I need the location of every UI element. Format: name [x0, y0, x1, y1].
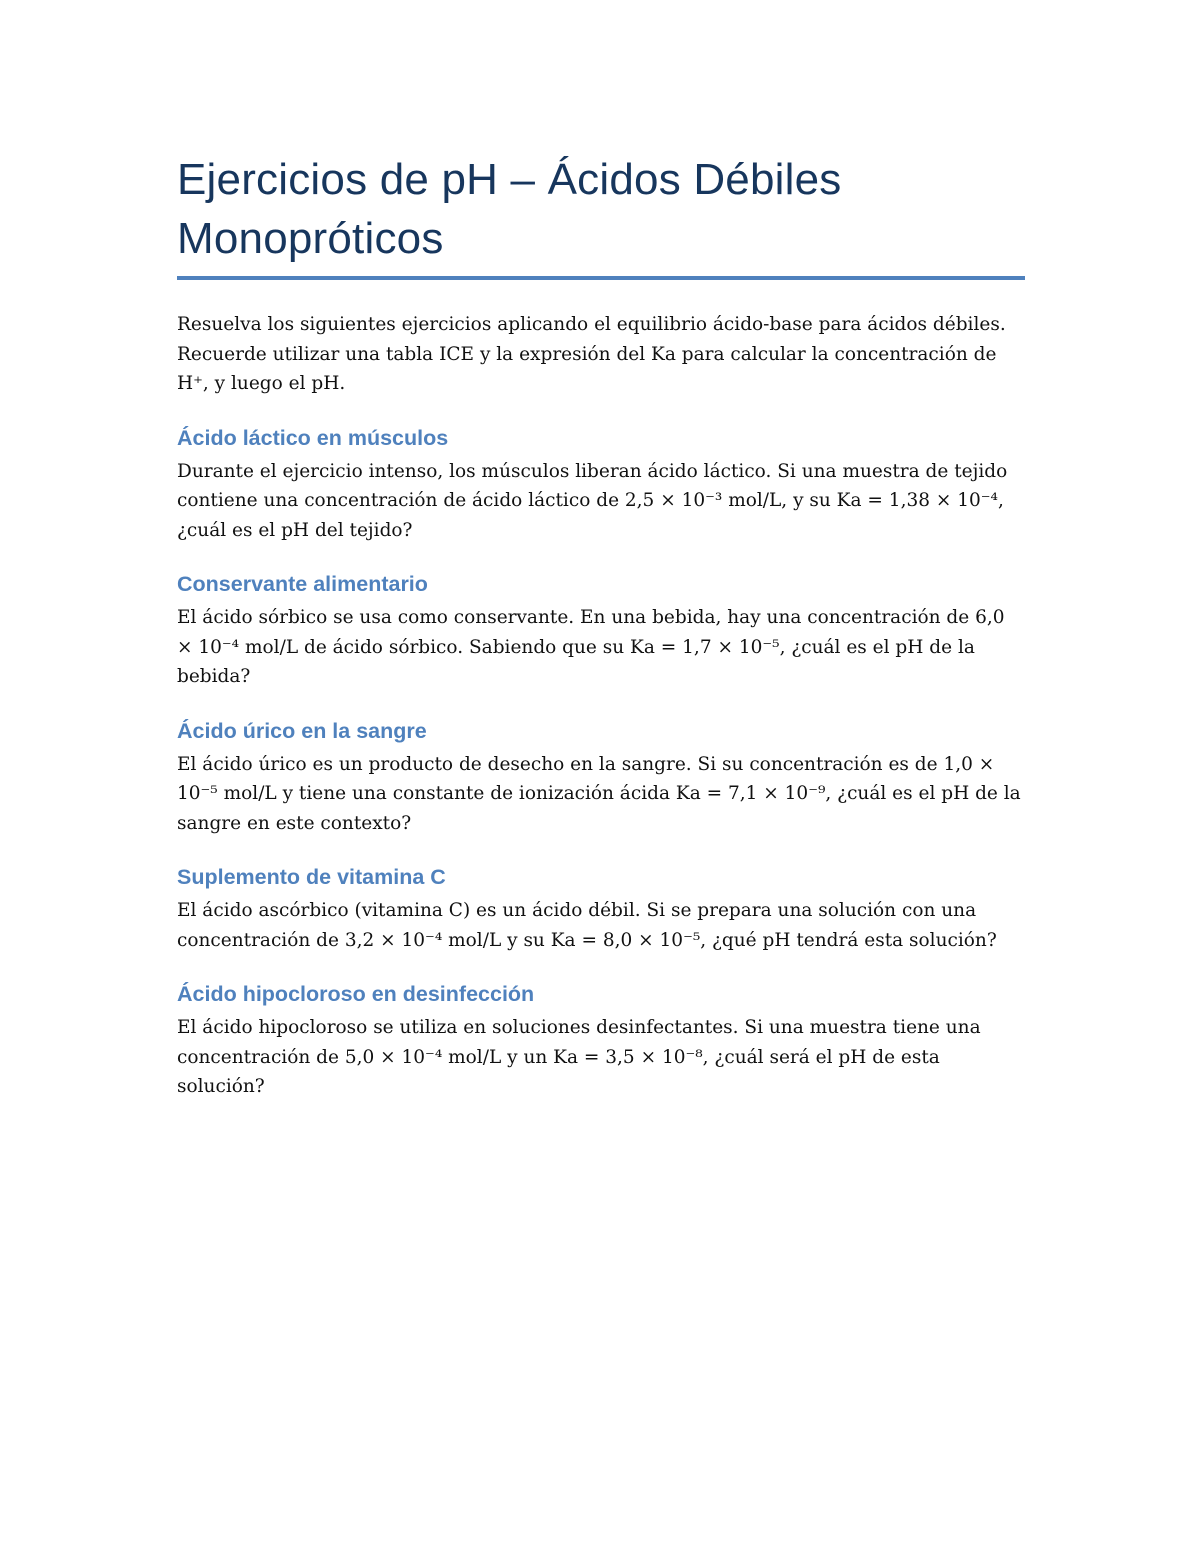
exercise-body: El ácido ascórbico (vitamina C) es un ácido débil. Si se prepara una solución con una concentración de 3,2 × 10⁻⁴ mol/L y su Ka = 8,0 × 10⁻⁵, ¿qué pH tendrá esta solución?	[177, 900, 997, 951]
exercise-body: El ácido hipocloroso se utiliza en soluciones desinfectantes. Si una muestra tiene una concentración de 5,0 × 10⁻⁴ mol/L y un Ka = 3,5 × 10⁻⁸, ¿cuál será el pH de esta solución?	[177, 1017, 981, 1097]
document-title: Ejercicios de pH – Ácidos Débiles Monopróticos	[177, 155, 842, 263]
exercise-heading: Ácido láctico en músculos	[177, 425, 449, 450]
document-content	[177, 150, 1025, 1126]
exercise-body: El ácido sórbico se usa como conservante. En una bebida, hay una concentración de 6,0 × 10⁻⁴ mol/L de ácido sórbico. Sabiendo que su Ka = 1,7 × 10⁻⁵, ¿cuál es el pH de la bebida?	[177, 607, 1005, 687]
exercise-section	[177, 716, 1025, 839]
exercise-heading: Conservante alimentario	[177, 572, 428, 596]
intro-paragraph: Resuelva los siguientes ejercicios aplicando el equilibrio ácido-base para ácidos débiles. Recuerde utilizar una tabla ICE y la expresión del Ka para calcular la concentración de H⁺, y luego el pH.	[177, 314, 1006, 394]
title-underline-divider	[177, 276, 1025, 280]
exercise-body: Durante el ejercicio intenso, los músculos liberan ácido láctico. Si una muestra de tejido contiene una concentración de ácido láctico de 2,5 × 10⁻³ mol/L, y su Ka = 1,38 × 10⁻⁴, ¿cuál es el pH del tejido?	[177, 460, 1008, 541]
exercise-section	[177, 979, 1025, 1102]
exercise-body: El ácido úrico es un producto de desecho en la sangre. Si su concentración es de 1,0 × 10⁻⁵ mol/L y tiene una constante de ionización ácida Ka = 7,1 × 10⁻⁹, ¿cuál es el pH de la sangre en este contexto?	[177, 753, 1021, 834]
exercise-heading: Ácido úrico en la sangre	[177, 718, 427, 743]
exercise-section	[177, 862, 1025, 955]
exercise-heading: Suplemento de vitamina C	[177, 865, 446, 889]
exercise-section	[177, 569, 1025, 692]
exercise-heading: Ácido hipocloroso en desinfección	[177, 982, 535, 1006]
exercise-section	[177, 423, 1025, 546]
